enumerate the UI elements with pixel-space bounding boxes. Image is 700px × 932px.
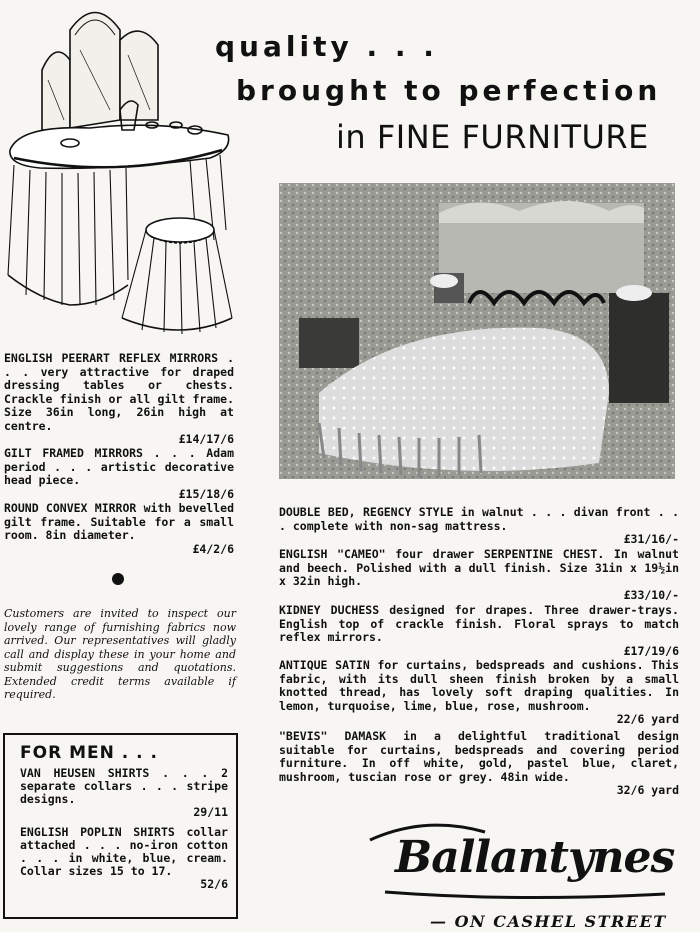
item-peerart-reflex-mirrors bbox=[4, 352, 234, 447]
item-gilt-framed-mirrors bbox=[4, 447, 234, 501]
item-text: ROUND CONVEX MIRROR with bevelled gilt frame. Suitable for a small room. 8in diameter. bbox=[4, 501, 234, 542]
item-text: ENGLISH "CAMEO" four drawer SERPENTINE CHEST. In walnut and beech. Polished with a dull finish. Size 31in x 19½in x 32in high. bbox=[279, 547, 679, 588]
item-price: £17/19/6 bbox=[623, 643, 679, 658]
item-round-convex-mirror bbox=[4, 502, 234, 556]
item-text: ANTIQUE SATIN for curtains, bedspreads and cushions. This fabric, with its dull sheen finish broken by a small knotted thread, has lovely soft draping qualities. In lemon, turquoise, lime, blue, rose, mushroom. bbox=[279, 658, 679, 713]
item-cameo-serpentine-chest bbox=[279, 548, 679, 602]
item-text: ENGLISH PEERART REFLEX MIRRORS . . . very attractive for draped dressing tables or chests. Crackle finish or all gilt frame. Size 36in long, 26in high at centre. bbox=[4, 351, 234, 433]
for-men-box bbox=[3, 733, 238, 919]
bullet-dot bbox=[112, 573, 124, 585]
item-van-heusen-shirts bbox=[20, 767, 228, 819]
item-kidney-duchess bbox=[279, 604, 679, 658]
headline-line-2: brought to perfection bbox=[236, 74, 662, 107]
item-price: 32/6 yard bbox=[616, 783, 679, 797]
tagline: — ON CASHEL STREET bbox=[430, 912, 667, 931]
item-price: £15/18/6 bbox=[178, 486, 234, 501]
item-text: "BEVIS" DAMASK in a delightful traditional design suitable for curtains, bedspreads and covering period furniture. In off white, gold, pastel blue, claret, mushroom, tuscian rose or grey. 48in wide. bbox=[279, 729, 679, 784]
item-english-poplin-shirts bbox=[20, 826, 228, 891]
item-price: £31/16/- bbox=[623, 532, 679, 546]
item-text: GILT FRAMED MIRRORS . . . Adam period . . . artistic decorative head piece. bbox=[4, 446, 234, 487]
item-text: VAN HEUSEN SHIRTS . . . 2 separate collars . . . stripe designs. bbox=[20, 766, 228, 806]
customers-note: Customers are invited to inspect our lovely range of furnishing fabrics now arrived. Our representatives will gladly call and display these in your home and submit suggestions and quotations. Extended credit terms available if required. bbox=[4, 607, 236, 701]
item-text: ENGLISH POPLIN SHIRTS collar attached . . . no-iron cotton . . . in white, blue, cream. Collar sizes 15 to 17. bbox=[20, 825, 228, 878]
item-text: KIDNEY DUCHESS designed for drapes. Three drawer-trays. English top of crackle finish. Floral sprays to match reflex mirrors. bbox=[279, 603, 679, 644]
item-antique-satin bbox=[279, 659, 679, 727]
logo-wordmark: Ballantynes bbox=[395, 832, 675, 883]
headline-line-1: quality . . . bbox=[215, 30, 438, 63]
item-price: 22/6 yard bbox=[616, 712, 679, 726]
bedroom-photo bbox=[279, 183, 675, 479]
item-price: 29/11 bbox=[193, 805, 228, 819]
for-men-title: FOR MEN . . . bbox=[20, 743, 158, 763]
ballantynes-logo bbox=[365, 810, 685, 910]
item-price: £4/2/6 bbox=[192, 541, 234, 556]
item-price: £33/10/- bbox=[623, 587, 679, 602]
item-double-bed bbox=[279, 506, 679, 547]
item-bevis-damask bbox=[279, 730, 679, 798]
bedroom-photo-image bbox=[279, 183, 675, 479]
item-price: 52/6 bbox=[200, 877, 228, 891]
headline-line-3: in FINE FURNITURE bbox=[336, 118, 649, 156]
item-text: DOUBLE BED, REGENCY STYLE in walnut . . . divan front . . . complete with non-sag mattress. bbox=[279, 505, 679, 533]
dressing-table-illustration bbox=[0, 0, 240, 340]
item-price: £14/17/6 bbox=[178, 432, 234, 446]
